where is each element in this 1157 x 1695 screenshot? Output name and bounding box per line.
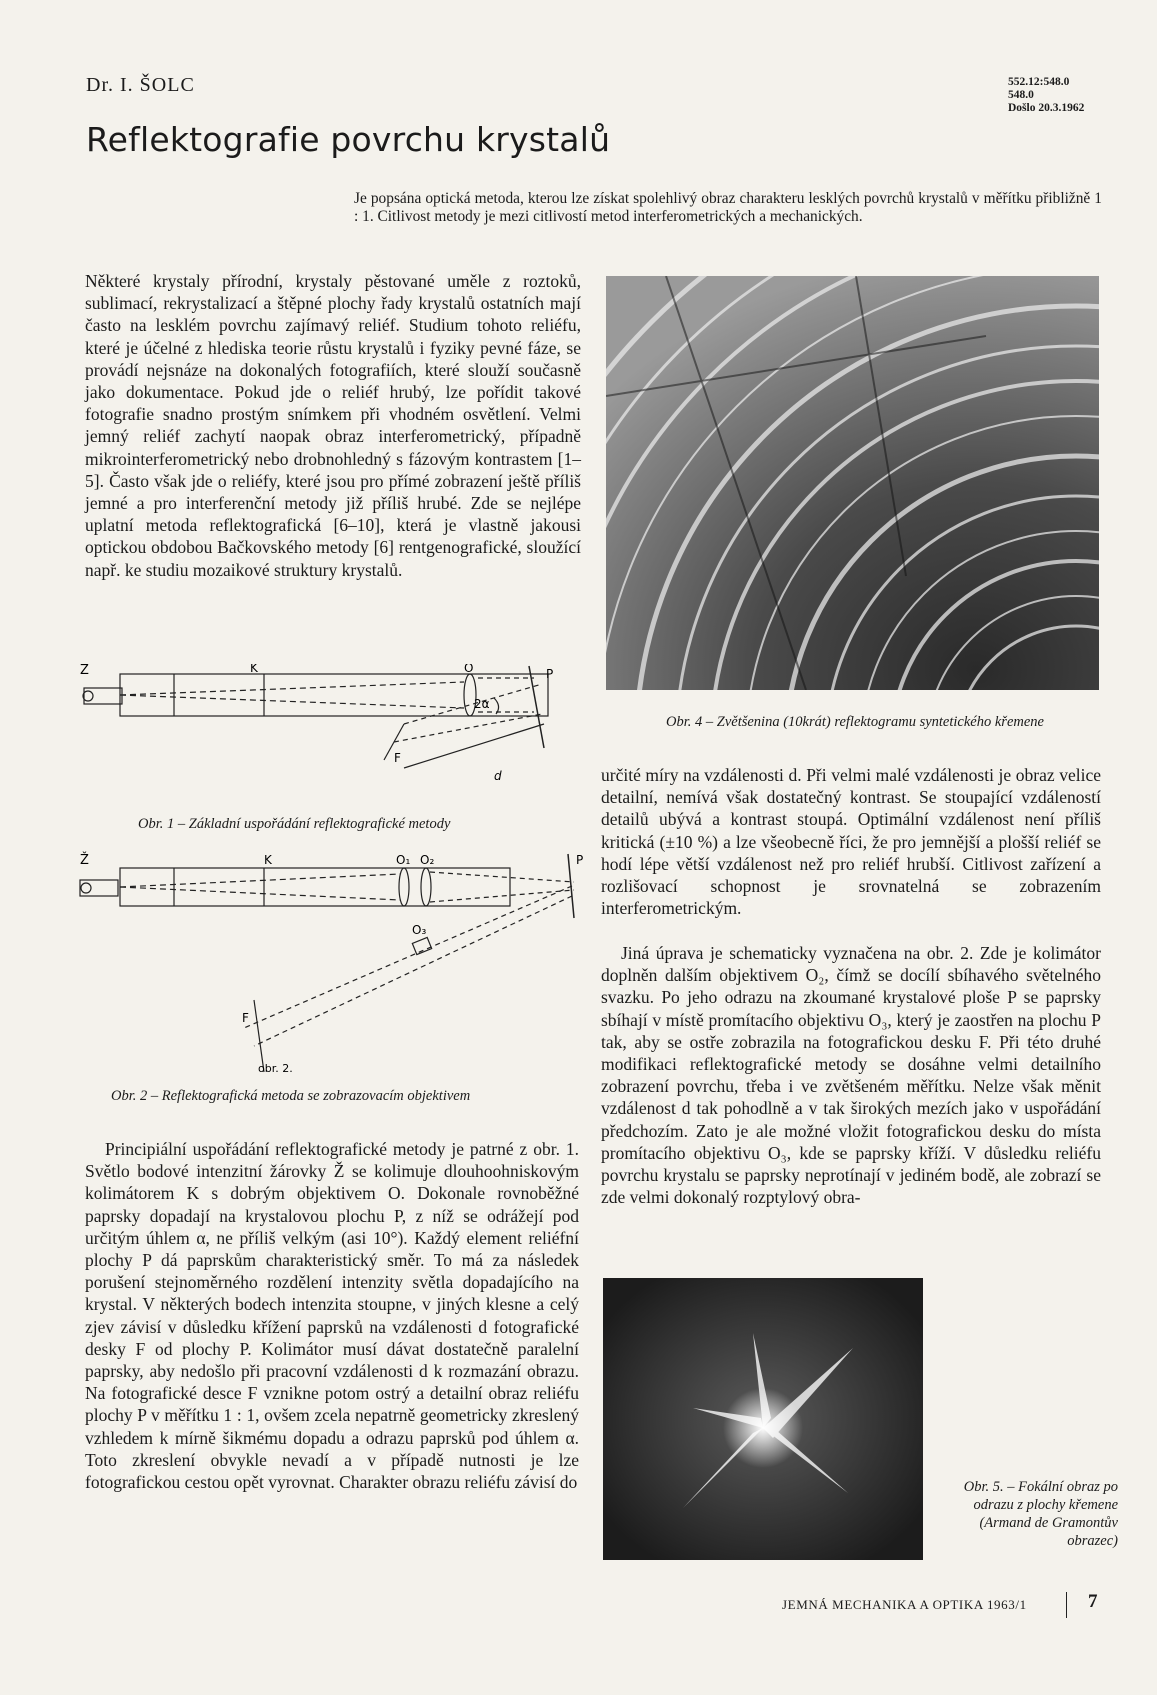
lamp-housing	[80, 880, 118, 896]
udc-line: 548.0	[1008, 89, 1034, 101]
figure-2-sublabel: obr. 2.	[258, 1062, 293, 1075]
label-lamp: Ž	[80, 664, 89, 678]
crystal-plane	[529, 666, 544, 748]
figure-4-caption: Obr. 4 – Zvětšenina (10krát) reflektogramu syntetického křemene	[666, 714, 1044, 730]
page-number: 7	[1088, 1591, 1098, 1612]
article-title: Reflektografie povrchu krystalů	[86, 120, 611, 159]
objective-o2	[421, 868, 431, 906]
label-angle: 2α	[474, 697, 490, 711]
udc-codes	[1008, 76, 1084, 115]
abstract: Je popsána optická metoda, kterou lze získat spolehlivý obraz charakteru lesklých povrchů krystalů v měřítku přibližně 1 : 1. Citlivost metody je mezi citlivostí metod interferometrických a mechanických.	[354, 190, 1102, 225]
label-collimator: K	[264, 853, 272, 867]
received-date: Došlo 20.3.1962	[1008, 102, 1085, 114]
label-plate: P	[546, 667, 554, 681]
figure-2-diagram	[74, 850, 584, 1082]
figure-5-photo	[603, 1278, 923, 1560]
objective-o3	[412, 937, 431, 954]
label-film: F	[394, 751, 401, 765]
label-objective: O	[464, 664, 474, 675]
lamp-housing	[84, 688, 122, 704]
figure-2-caption: Obr. 2 – Reflektografická metoda se zobrazovacím objektivem	[111, 1088, 471, 1104]
figure-4-photo	[606, 276, 1099, 690]
label-distance: d	[494, 769, 502, 783]
label-o3: O₃	[412, 923, 427, 937]
objective-o1	[399, 868, 409, 906]
label-plate: P	[576, 853, 584, 867]
figure-5-caption: Obr. 5. – Fokální obraz po odrazu z plochy křemene (Armand de Gramontův obrazec)	[963, 1479, 1118, 1549]
label-collimator: K	[250, 664, 258, 675]
paragraph-modification: Jiná úprava je schematicky vyznačena na obr. 2. Zde je kolimátor doplněn dalším objektivem O₂, čímž se docílí sbíhavého světelného svazku. Po jeho odrazu na zkoumané krystalové ploše P se paprsky sbíhají v místě promítacího objektivu O₃, který je zaostřen na plochu P tak, aby se ostře zobrazila na fotografickou desku F. Při této druhé modifikaci reflektografické metody se dosáhne velmi detailního zobrazení povrchu, třeba i ve zvětšeném měřítku. Nelze však měnit vzdálenost d tak pohodlně a v tak širokých mezích jako v uspořádání předchozím. Zato je ale možné vložit fotografickou desku do místa promítacího objektivu O₃, kde se paprsky kříží. V důsledku reliéfu povrchu krystalu se paprsky neprotínají v jediném bodě, ale zobrazí se zde velmi dokonalý rozptylový obra-	[601, 943, 1101, 1208]
figure-1-diagram	[74, 664, 584, 804]
label-lamp: Ž	[80, 853, 89, 868]
label-o2: O₂	[420, 853, 435, 867]
paragraph-distance: určité míry na vzdálenosti d. Při velmi malé vzdálenosti je obraz velice detailní, nemívá však dostatečný kontrast. Se stoupající vzdáleností detailů ubývá a kontrast stoupá. Optimální vzdálenost není příliš kritická (±10 %) a lze všeobecně říci, že pro jemnější a plošší reliéf se hodí lépe větší vzdálenost než pro reliéf hrubší. Citlivost zařízení a rozlišovací schopnost je srovnatelná se zobrazením interferometrickým.	[601, 765, 1101, 919]
journal-footer: JEMNÁ MECHANIKA A OPTIKA 1963/1	[782, 1597, 1027, 1612]
paragraph-intro: Některé krystaly přírodní, krystaly pěstované uměle z roztoků, sublimací, rekrystalizací a štěpné plochy řady krystalů ostatních mají často na lesklém povrchu zajímavý reliéf. Studium tohoto reliéfu, které je účelné z hlediska teorie růstu krystalů i fyziky pevné fáze, se provádí nejsnáze na dokonalých fotografiích, které slouží současně jako dokumentace. Pokud jde o reliéf hrubý, lze pořídit takové fotografie snadno prostým snímkem při vhodném osvětlení. Velmi jemný reliéf zachytí naopak obraz interferometrický, případně mikrointerferometrický nebo drobnohledný s fázovým kontrastem [1–5]. Často však jde o reliéfy, které jsou pro přímé zobrazení ještě příliš jemné a pro interferenční metody již příliš hrubé. Zde se nejlépe uplatní metoda reflektografická [6–10], která je vlastně jakousi optickou obdobou Bačkovského metody [6] rentgenografické, sloužící např. ke studiu mozaikové struktury krystalů.	[85, 271, 581, 580]
label-film: F	[242, 1011, 249, 1025]
label-o1: O₁	[396, 853, 411, 867]
paragraph-principle: Principiální uspořádání reflektografické metody je patrné z obr. 1. Světlo bodové intenzitní žárovky Ž se kolimuje dlouhoohniskovým kolimátorem K s dobrým objektivem O. Dokonale rovnoběžné paprsky dopadají na krystalovou plochu P, z níž se odrážejí pod určitým úhlem α, ne příliš velkým (asi 10°). Každý element reliéfní plochy P dá paprskům charakteristický směr. To má za následek porušení stejnoměrného rozdělení intenzity světla dopadajícího na krystal. V některých bodech intenzita stoupne, v jiných klesne a celý zjev závisí v důsledku křížení paprsků na vzdálenosti d fotografické desky F od plochy P. Kolimátor musí dávat dostatečně paralelní paprsky, aby nedošlo při pracovní vzdálenosti d k rozmazání obrazu. Na fotografické desce F vznikne potom ostrý a detailní obraz reliéfu plochy P v měřítku 1 : 1, ovšem zcela nepatrně geometricky zkreslený vzhledem k mírně šikmému dopadu a odrazu paprsků pod úhlem α. Toto zkreslení obvykle nevadí a v případě nutnosti je lze fotografickou cestou opět vyrovnat. Charakter obrazu reliéfu závisí do	[85, 1139, 579, 1493]
footer-divider	[1066, 1592, 1067, 1618]
udc-line: 552.12:548.0	[1008, 76, 1070, 88]
figure-1-caption: Obr. 1 – Základní uspořádání reflektografické metody	[138, 816, 451, 832]
author: Dr. I. ŠOLC	[86, 74, 195, 96]
lamp-bulb	[81, 883, 91, 893]
